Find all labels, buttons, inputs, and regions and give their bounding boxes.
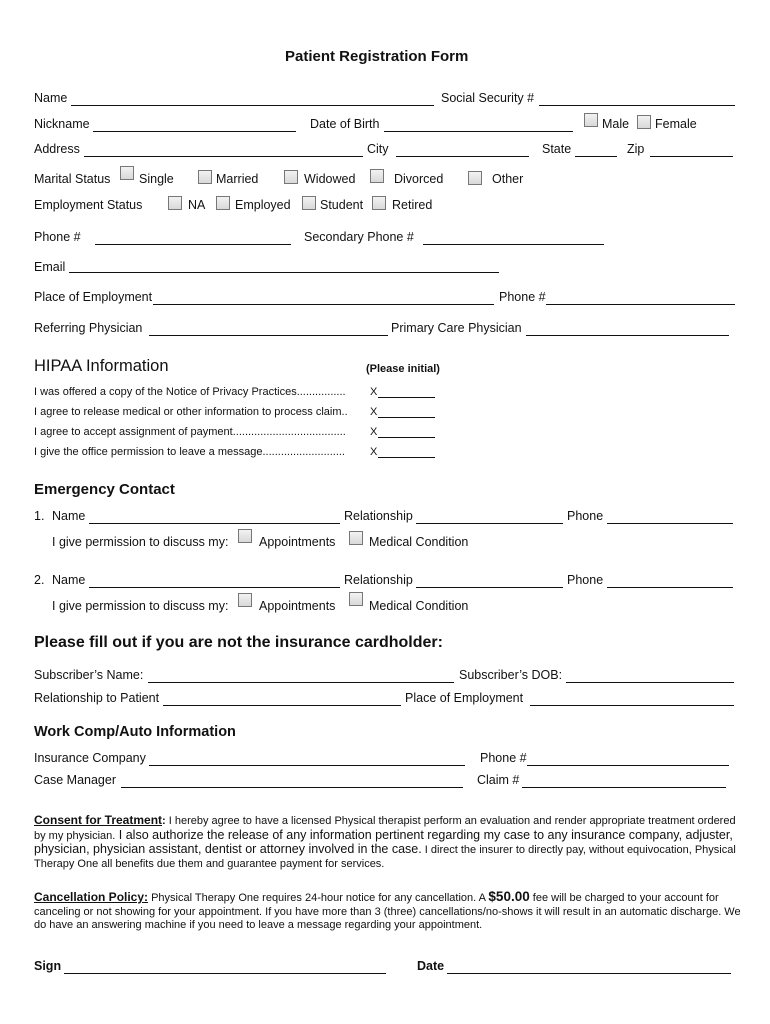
consent-text-3: I direct the insurer to directly pay, without equivocation, Physical Therapy One all benefits due them and guarantee payment for services. (34, 844, 736, 870)
contact-1-name-field[interactable] (89, 523, 340, 524)
nickname-field[interactable] (93, 131, 296, 132)
zip-label: Zip (627, 142, 645, 156)
subscriber-name-field[interactable] (148, 682, 454, 683)
state-label: State (542, 142, 572, 156)
hipaa-note: (Please initial) (366, 363, 440, 375)
married-label: Married (216, 172, 259, 186)
consent-label: Consent for Treatment (34, 813, 163, 827)
referring-physician-label: Referring Physician (34, 321, 143, 335)
hipaa-initial-1-mark: X (370, 386, 378, 398)
contact-2-medical-checkbox[interactable] (349, 592, 363, 606)
city-field[interactable] (396, 156, 529, 157)
hipaa-initial-1[interactable] (378, 397, 435, 398)
claim-field[interactable] (522, 787, 726, 788)
contact-2-appointments-label: Appointments (259, 599, 336, 613)
case-manager-field[interactable] (121, 787, 463, 788)
dob-label: Date of Birth (310, 117, 380, 131)
subscriber-dob-label: Subscriber’s DOB: (459, 668, 563, 682)
referring-physician-field[interactable] (149, 335, 388, 336)
secondary-phone-field[interactable] (423, 244, 604, 245)
employed-checkbox[interactable] (216, 196, 230, 210)
contact-2-appointments-checkbox[interactable] (238, 593, 252, 607)
insurance-company-field[interactable] (149, 765, 465, 766)
hipaa-heading: HIPAA Information (34, 357, 169, 375)
insurance-phone-field[interactable] (527, 765, 729, 766)
single-checkbox[interactable] (120, 166, 134, 180)
cancellation-fee: $50.00 (488, 889, 530, 904)
consent-text-2: I also authorize the release of any information pertinent regarding my case to any insurance company, adjuster, physician, physician assistant, dentist or attorney involved in the case. (34, 827, 733, 857)
nickname-label: Nickname (34, 117, 90, 131)
hipaa-initial-3[interactable] (378, 437, 435, 438)
hipaa-initial-4[interactable] (378, 457, 435, 458)
contact-1-phone-field[interactable] (607, 523, 733, 524)
contact-1-medical-checkbox[interactable] (349, 531, 363, 545)
employed-label: Employed (235, 198, 291, 212)
ssn-label: Social Security # (441, 91, 535, 105)
name-field[interactable] (71, 105, 434, 106)
widowed-label: Widowed (304, 172, 356, 186)
date-label: Date (417, 959, 445, 973)
secondary-phone-label: Secondary Phone # (304, 230, 414, 244)
zip-field[interactable] (650, 156, 733, 157)
contact-2-name-field[interactable] (89, 587, 340, 588)
student-checkbox[interactable] (302, 196, 316, 210)
page-title: Patient Registration Form (285, 48, 469, 65)
contact-1-permission-label: I give permission to discuss my: (52, 535, 229, 549)
phone-field[interactable] (95, 244, 291, 245)
male-label: Male (602, 117, 630, 131)
cancellation-text-1: Physical Therapy One requires 24-hour notice for any cancellation. A (148, 892, 489, 904)
hipaa-initial-4-mark: X (370, 446, 378, 458)
state-field[interactable] (575, 156, 617, 157)
city-label: City (367, 142, 389, 156)
place-of-employment-label: Place of Employment (34, 290, 153, 304)
subscriber-name-label: Subscriber’s Name: (34, 668, 144, 682)
employer-phone-label: Phone # (499, 290, 546, 304)
cancellation-text-2: fee will be charged to your account for canceling or not showing for your appointment. If you have more than 3 (three) cancellations/no-shows it will result in an automatic discharge. We do have an answering machine if you need to leave a message regarding your appointment. (34, 892, 741, 932)
primary-care-physician-field[interactable] (526, 335, 729, 336)
contact-1-relationship-field[interactable] (416, 523, 563, 524)
hipaa-item-3: I agree to accept assignment of payment..................................... (34, 426, 346, 438)
contact-1-medical-label: Medical Condition (369, 535, 469, 549)
relationship-to-patient-field[interactable] (163, 705, 401, 706)
retired-checkbox[interactable] (372, 196, 386, 210)
contact-2-phone-label: Phone (567, 573, 604, 587)
name-label: Name (34, 91, 68, 105)
insurance-heading: Please fill out if you are not the insurance cardholder: (34, 634, 443, 651)
workcomp-heading: Work Comp/Auto Information (34, 724, 236, 740)
divorced-checkbox[interactable] (370, 169, 384, 183)
contact-2-name-label: Name (52, 573, 86, 587)
other-checkbox[interactable] (468, 171, 482, 185)
marital-status-label: Marital Status (34, 172, 111, 186)
female-checkbox[interactable] (637, 115, 651, 129)
claim-label: Claim # (477, 773, 520, 787)
place-of-employment-field[interactable] (153, 304, 494, 305)
contact-1-appointments-label: Appointments (259, 535, 336, 549)
na-checkbox[interactable] (168, 196, 182, 210)
email-label: Email (34, 260, 66, 274)
hipaa-initial-3-mark: X (370, 426, 378, 438)
ssn-field[interactable] (539, 105, 735, 106)
email-field[interactable] (69, 272, 499, 273)
emergency-heading: Emergency Contact (34, 481, 175, 498)
cancellation-label: Cancellation Policy: (34, 890, 149, 904)
widowed-checkbox[interactable] (284, 170, 298, 184)
consent-colon: : (162, 815, 166, 827)
hipaa-item-2: I agree to release medical or other information to process claim.. (34, 406, 348, 418)
subscriber-employment-label: Place of Employment (405, 691, 524, 705)
contact-1-name-label: Name (52, 509, 86, 523)
subscriber-dob-field[interactable] (566, 682, 734, 683)
signature-field[interactable] (64, 973, 386, 974)
address-field[interactable] (84, 156, 363, 157)
contact-2-relationship-field[interactable] (416, 587, 563, 588)
consent-text-1: I hereby agree to have a licensed Physical therapist perform an evaluation and render appropriate treatment ordered by my physician. (34, 815, 736, 842)
female-label: Female (655, 117, 697, 131)
insurance-phone-label: Phone # (480, 751, 527, 765)
male-checkbox[interactable] (584, 113, 598, 127)
contact-2-number: 2. (34, 573, 45, 587)
na-label: NA (188, 198, 206, 212)
primary-care-physician-label: Primary Care Physician (391, 321, 522, 335)
hipaa-item-1: I was offered a copy of the Notice of Privacy Practices................ (34, 386, 346, 398)
contact-2-phone-field[interactable] (607, 587, 733, 588)
sign-label: Sign (34, 959, 62, 973)
subscriber-employment-field[interactable] (530, 705, 734, 706)
contact-2-medical-label: Medical Condition (369, 599, 469, 613)
hipaa-initial-2-mark: X (370, 406, 378, 418)
contact-2-relationship-label: Relationship (344, 573, 413, 587)
retired-label: Retired (392, 198, 433, 212)
employment-status-label: Employment Status (34, 198, 143, 212)
single-label: Single (139, 172, 174, 186)
contact-1-phone-label: Phone (567, 509, 604, 523)
date-field[interactable] (447, 973, 731, 974)
insurance-company-label: Insurance Company (34, 751, 146, 765)
cancellation-paragraph (34, 890, 746, 933)
contact-1-appointments-checkbox[interactable] (238, 529, 252, 543)
hipaa-item-4: I give the office permission to leave a message........................... (34, 446, 345, 458)
dob-field[interactable] (384, 131, 573, 132)
consent-paragraph (34, 814, 746, 871)
phone-label: Phone # (34, 230, 81, 244)
other-label: Other (492, 172, 524, 186)
relationship-to-patient-label: Relationship to Patient (34, 691, 160, 705)
address-label: Address (34, 142, 80, 156)
contact-1-relationship-label: Relationship (344, 509, 413, 523)
contact-2-permission-label: I give permission to discuss my: (52, 599, 229, 613)
married-checkbox[interactable] (198, 170, 212, 184)
student-label: Student (320, 198, 364, 212)
case-manager-label: Case Manager (34, 773, 116, 787)
divorced-label: Divorced (394, 172, 444, 186)
employer-phone-field[interactable] (546, 304, 735, 305)
hipaa-initial-2[interactable] (378, 417, 435, 418)
contact-1-number: 1. (34, 509, 45, 523)
